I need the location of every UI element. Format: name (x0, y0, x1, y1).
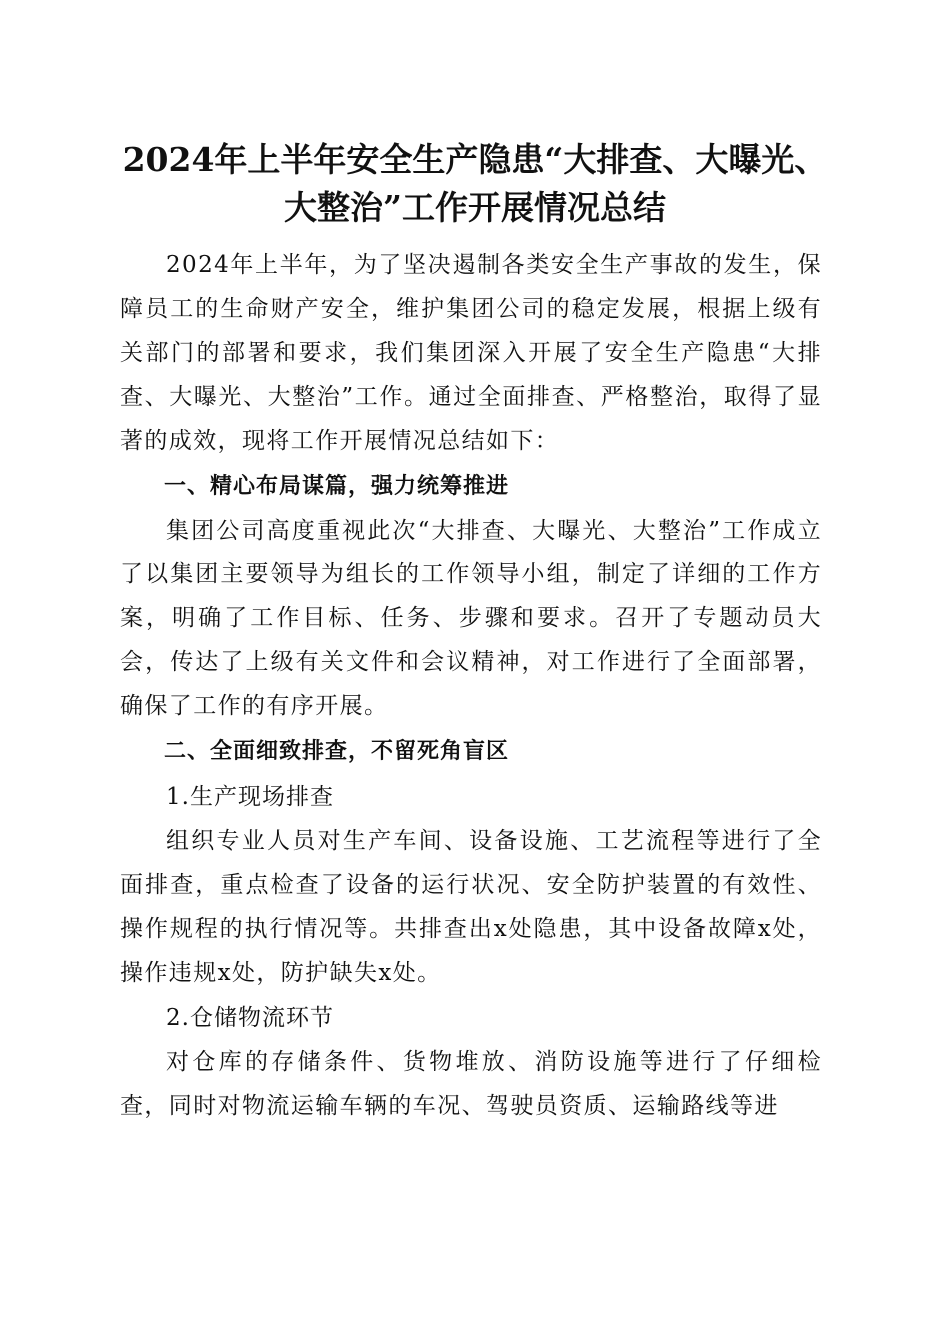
section-1-paragraph: 集团公司高度重视此次“大排查、大曝光、大整治”工作成立了以集团主要领导为组长的工作领导小组，制定了详细的工作方案，明确了工作目标、任务、步骤和要求。召开了专题动员大会，传达了上级有关文件和会议精神，对工作进行了全面部署，确保了工作的有序开展。 (120, 517, 822, 720)
subsection-1-heading: 1.生产现场排查 (166, 784, 334, 811)
subsection-2-heading: 2.仓储物流环节 (166, 1004, 334, 1031)
section-1-heading: 一、精心布局谋篇，强力统筹推进 (164, 473, 510, 499)
subsection-1-paragraph: 组织专业人员对生产车间、设备设施、工艺流程等进行了全面排查，重点检查了设备的运行状况、安全防护装置的有效性、操作规程的执行情况等。共排查出x处隐患，其中设备故障x处，操作违规x处，防护缺失x处。 (120, 828, 822, 986)
subsection-2-paragraph: 对仓库的存储条件、货物堆放、消防设施等进行了仔细检查，同时对物流运输车辆的车况、驾驶员资质、运输路线等进 (120, 1048, 822, 1119)
section-2-heading: 二、全面细致排查，不留死角盲区 (164, 739, 510, 765)
intro-paragraph: 2024年上半年，为了坚决遏制各类安全生产事故的发生，保障员工的生命财产安全，维护集团公司的稳定发展，根据上级有关部门的部署和要求，我们集团深入开展了安全生产隐患“大排查、大曝光、大整治”工作。通过全面排查、严格整治，取得了显著的成效，现将工作开展情况总结如下： (120, 252, 822, 454)
document-title: 2024年上半年安全生产隐患“大排查、大曝光、大整治”工作开展情况总结 (122, 140, 828, 227)
document-body (120, 244, 822, 1129)
